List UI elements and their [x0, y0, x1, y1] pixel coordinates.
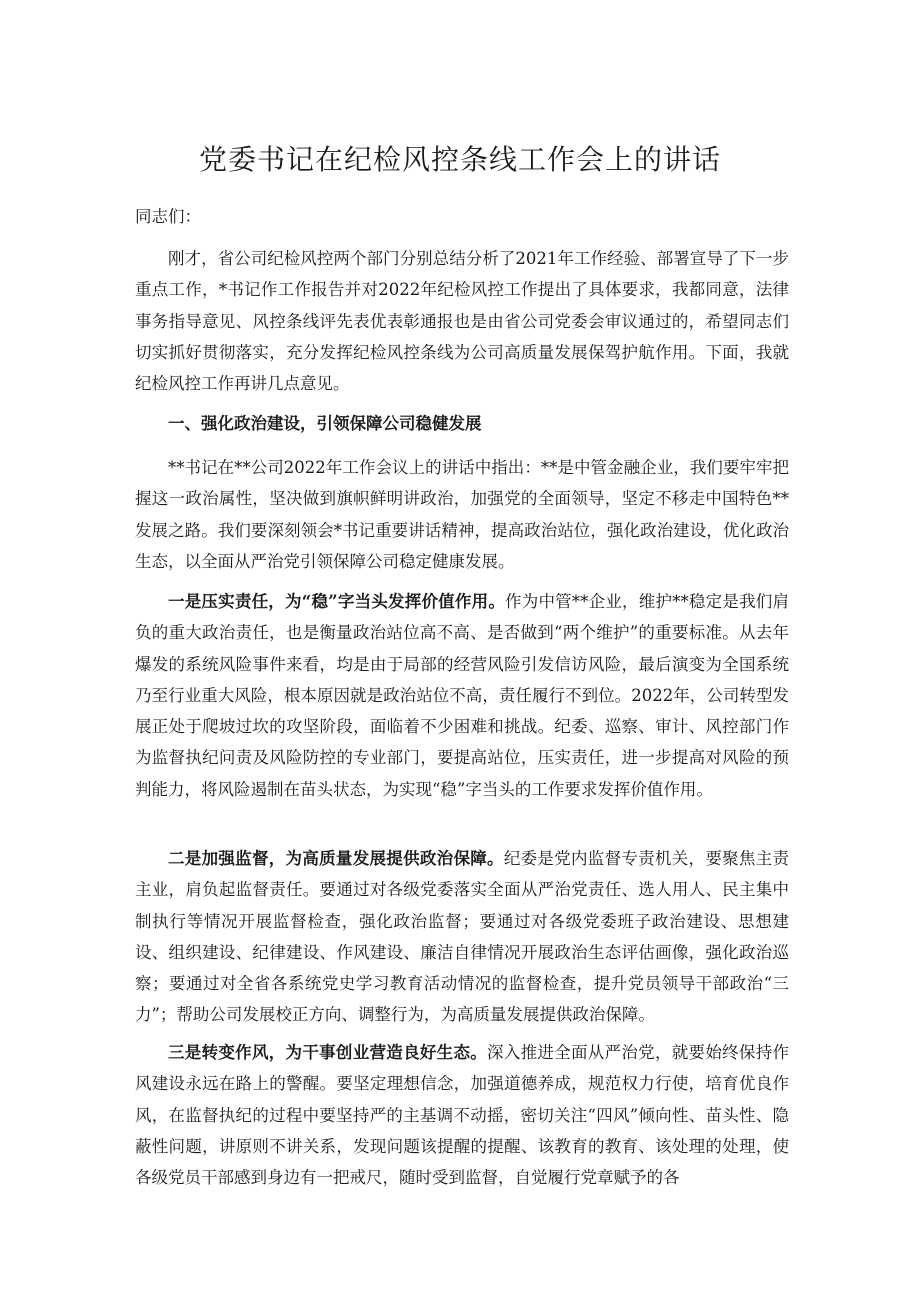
point-1-body: 作为中管**企业，维护**稳定是我们肩负的重大政治责任，也是衡量政治站位高不高、是否做到“两个维护”的重要标准。从去年爆发的系统风险事件来看，均是由于局部的经营风险引发信访风险，最后演变为全国系统乃至行业重大风险，根本原因就是政治站位不高，责任履行不到位。2022年，公司转型发展正处于爬坡过坎的攻坚阶段，面临着不少困难和挑战。纪委、巡察、审计、风控部门作为监督执纪问责及风险防控的专业部门，要提高站位，压实责任，进一步提高对风险的预判能力，将风险遏制在苗头状态，为实现“稳”字当头的工作要求发挥价值作用。	[135, 592, 789, 799]
paragraph-section-1-intro: **书记在**公司2022年工作会议上的讲话中指出：**是中管金融企业，我们要牢牢把握这一政治属性，坚决做到旗帜鲜明讲政治，加强党的全面领导，坚定不移走中国特色**发展之路。我们要深刻领会*书记重要讲话精神，提高政治站位，强化政治建设，优化政治生态，以全面从严治党引领保障公司稳定健康发展。	[135, 458, 789, 571]
point-3-lead: 三是转变作风，为干事创业营造良好生态。	[168, 1043, 488, 1062]
document-title: 党委书记在纪检风控条线工作会上的讲话	[198, 143, 721, 176]
paragraph-point-1	[135, 586, 789, 805]
paragraph-point-2	[135, 843, 789, 1031]
paragraph-point-3	[135, 1037, 789, 1193]
point-2-body: 纪委是党内监督专责机关，要聚焦主责主业，肩负起监督责任。要通过对各级党委落实全面从严治党责任、选人用人、民主集中制执行等情况开展监督检查，强化政治监督；要通过对各级党委班子政治建设、思想建设、组织建设、纪律建设、作风建设、廉洁自律情况开展政治生态评估画像，强化政治巡察；要通过对全省各系统党史学习教育活动情况的监督检查，提升党员领导干部政治“三力”；帮助公司发展校正方向、调整行为，为高质量发展提供政治保障。	[135, 849, 790, 1025]
salutation: 同志们：	[135, 207, 201, 226]
paragraph-opening: 刚才，省公司纪检风控两个部门分别总结分析了2021年工作经验、部署宣导了下一步重点工作，*书记作工作报告并对2022年纪检风控工作提出了具体要求，我都同意，法律事务指导意见、风控条线评先表优表彰通报也是由省公司党委会审议通过的，希望同志们切实抓好贯彻落实，充分发挥纪检风控条线为公司高质量发展保驾护航作用。下面，我就纪检风控工作再讲几点意见。	[135, 249, 789, 394]
point-1-lead: 一是压实责任，为“稳”字当头发挥价值作用。	[168, 592, 506, 611]
point-3-body: 深入推进全面从严治党，就要始终保持作风建设永远在路上的警醒。要坚定理想信念，加强道德养成，规范权力行使，培育优良作风，在监督执纪的过程中要坚持严的主基调不动摇，密切关注“四风”倾向性、苗头性、隐蔽性问题，讲原则不讲关系，发现问题该提醒的提醒、该教育的教育、该处理的处理，使各级党员干部感到身边有一把戒尺，随时受到监督，自觉履行党章赋予的各	[135, 1043, 790, 1188]
point-2-lead: 二是加强监督，为高质量发展提供政治保障。	[168, 849, 504, 868]
section-heading-1: 一、强化政治建设，引领保障公司稳健发展	[168, 414, 482, 433]
